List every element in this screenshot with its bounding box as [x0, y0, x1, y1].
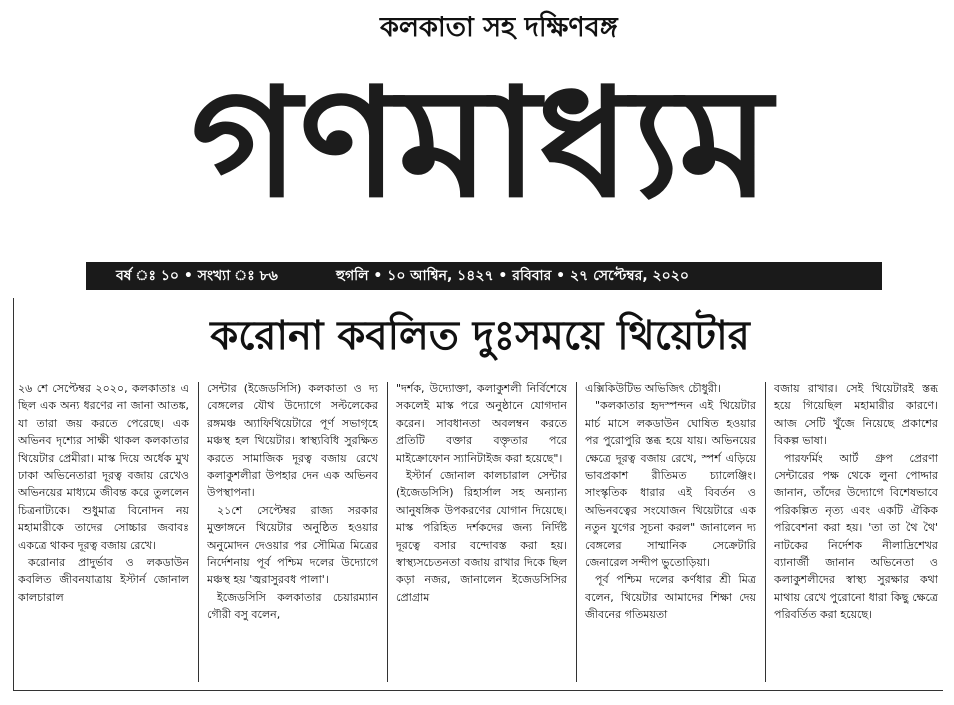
column-2-paragraph-3: ইজেডসিসি কলকাতার চেয়ারম্যান গৌরী বসু বলেন,: [207, 590, 378, 622]
column-divider: [387, 382, 388, 682]
column-4-paragraph-2: "কলকাতার হৃদস্পন্দন এই থিয়েটার মার্চ মাসে লকডাউন ঘোষিত হওয়ার পর পুরোপুরি স্তব্ধ হয়ে যায়। অভিনয়ের ক্ষেত্রে দূরত্ব বজায় রেখে, স্পর্শ এড়িয়ে ভাবপ্রকাশ রীতিমত চ্যালেঞ্জিং। সাংস্কৃতিক ধারার এই বিবর্তন ও অভিনবত্বের সংযোজন থিয়েটারে এক নতুন যুগের সূচনা করল" জানালেন দ্য বেঙ্গলের সাম্মানিক সেক্রেটারি জেনারেল সন্দীপ ভুতোড়িয়া।: [585, 399, 756, 570]
frame-bottom-rule: [13, 690, 943, 691]
masthead-title: গণমাধ্যম: [190, 57, 770, 231]
issue-info-bar: [86, 262, 882, 290]
column-divider: [576, 382, 577, 682]
dateline: হুগলি • ১০ আশ্বিন, ১৪২৭ • রবিবার • ২৭ সেপ্টেম্বর, ২০২০: [336, 268, 689, 284]
article-body: [18, 380, 938, 686]
article-column-1: [18, 380, 189, 686]
article-column-2: [207, 380, 378, 686]
column-2-paragraph-1: সেন্টার (ইজেডসিসি) কলকাতা ও দ্য বেঙ্গলের যৌথ উদ্যোগে সল্টলেকের রঙ্গমঞ্চ অ্যাফিথিয়েটারে পূর্ণ সভাগৃহে মঞ্চস্থ হল থিয়েটার। স্বাস্থ্যবিধি সুরক্ষিত করতে সামাজিক দূরত্ব বজায় রেখে কলাকুশলীরা উপহার দেন এক অভিনব উপস্থাপনা।: [207, 382, 378, 500]
frame-left-rule: [13, 298, 14, 690]
issue-number: বর্ষ ঃ ১০ • সংখ্যা ঃ ৮৬: [116, 268, 278, 284]
column-1-paragraph-2: করোনার প্রাদুর্ভাব ও লকডাউন কবলিত জীবনযাত্রায় ইস্টার্ন জোনাল কালচারাল: [18, 556, 189, 604]
article-column-3: [396, 380, 567, 686]
article-column-5: [774, 380, 938, 686]
article-headline: করোনা কবলিত দুঃসময়ে থিয়েটার: [210, 313, 750, 359]
column-5-paragraph-1: বজায় রাখার। সেই থিয়েটারই স্তব্ধ হয়ে গিয়েছিল মহামারীর কারণে। আজ সেটি খুঁজে নিয়েছে প্রকাশের বিকল্প ভাষা।: [774, 382, 938, 448]
column-2-paragraph-2: ২১শে সেপ্টেম্বর রাজ্য সরকার মুক্তাঙ্গনে থিয়েটার অনুষ্ঠিত হওয়ার অনুমোদন দেওয়ার পর সৌমিত্র মিত্রের নির্দেশনায় পূর্ব পশ্চিম দলের উদ্যোগে মঞ্চস্থ হয় 'জ্বরাসুরবধ পালা'।: [207, 503, 378, 587]
column-1-paragraph-1: ২৬ শে সেপ্টেম্বর ২০২০, কলকাতাঃ এ ছিল এক অন্য ধরণের না জানা আতঙ্ক, যা তারা জয় করতে পেরেছে। এক অভিনব দৃশ্যের সাক্ষী থাকল কলকাতার থিয়েটার প্রেমীরা। মাস্ক দিয়ে অর্ধেক মুখ ঢাকা অভিনেতারা দূরত্ব বজায় রেখেও অভিনয়ের মাধ্যমে জীবন্ত করে তুললেন চিত্রনাট্যকে। শুধুমাত্র বিনোদন নয় মহামারীকে তাদের সোচ্চার জবাবঃ একত্রে থাকব দূরত্ব বজায় রেখে।: [18, 382, 189, 552]
column-3-paragraph-2: ইস্টার্ন জোনাল কালচারাল সেন্টার (ইজেডসিসি) রিহার্সাল সহ অন্যান্য আনুষঙ্গিক উপকরণের যোগান দিয়েছে। মাস্ক পরিহিত দর্শকদের জন্য নির্দিষ্ট দূরত্বে বসার বন্দোবস্ত করা হয়। স্বাস্থ্যসচেতনতা বজায় রাখার দিকে ছিল কড়া নজর, জানালেন ইজেডসিসির প্রোগ্রাম: [396, 469, 567, 604]
column-divider: [765, 382, 766, 682]
column-5-paragraph-2: পারফর্মিং আর্ট গ্রুপ প্রেরণা সেন্টারের পক্ষ থেকে লুনা পোদ্দার জানান, তাঁদের উদ্যোগে বিশেষভাবে পরিকল্পিত নৃত্য এবং একটি ঐকিক পরিবেশনা করা হয়। 'তা তা থৈ থৈ' নাটকের নির্দেশক নীলাদ্রিশেখর ব্যানার্জী জানান অভিনেতা ও কলাকুশলীদের স্বাস্থ্য সুরক্ষার কথা মাথায় রেখে পুরোনো ধারা কিছু ক্ষেত্রে পরিবর্তিত করা হয়েছে।: [774, 451, 938, 622]
article-column-4: [585, 380, 756, 686]
column-divider: [198, 382, 199, 682]
column-3-paragraph-1: "দর্শক, উদ্যোক্তা, কলাকুশলী নির্বিশেষে সকলেই মাস্ক পরে অনুষ্ঠানে যোগদান করেন। সাবধানতা অবলম্বন করতে প্রতিটি বক্তার বক্তৃতার পরে মাইক্রোফোন স্যানিটাইজ করা হয়েছে"।: [396, 382, 567, 465]
masthead-tagline: কলকাতা সহ দক্ষিণবঙ্গ: [380, 12, 618, 43]
column-4-paragraph-3: পূর্ব পশ্চিম দলের কর্ণধার শ্রী মিত্র বলেন, থিয়েটার আমাদের শিক্ষা দেয় জীবনের গতিময়তা: [585, 573, 756, 622]
column-4-paragraph-1: এক্সিকিউটিভ অভিজিৎ চৌধুরী।: [585, 382, 721, 395]
